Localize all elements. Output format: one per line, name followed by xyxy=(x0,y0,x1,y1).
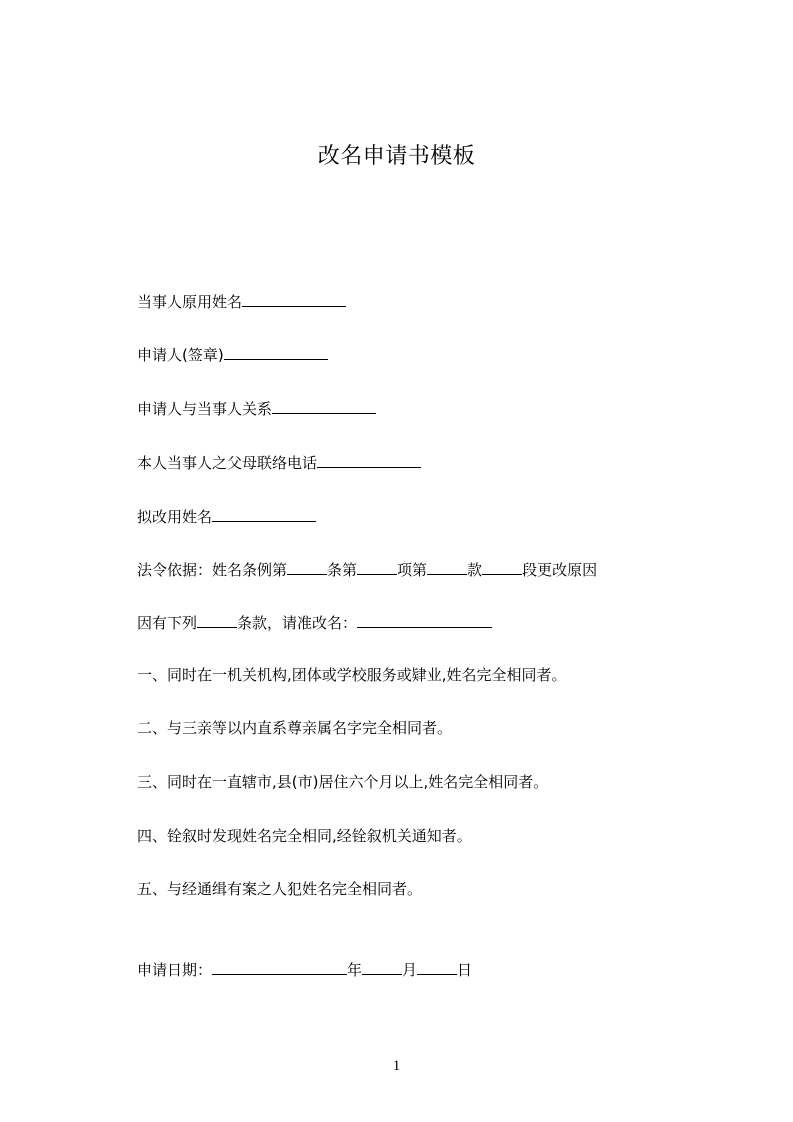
original-name-label: 当事人原用姓名 xyxy=(137,293,243,311)
legal-basis-prefix: 法令依据：姓名条例第 xyxy=(137,561,288,579)
phone-blank xyxy=(317,452,421,468)
legal-basis-suffix: 段更改原因 xyxy=(522,561,598,579)
relationship-label: 申请人与当事人关系 xyxy=(137,400,273,418)
date-line xyxy=(137,959,472,980)
item-blank xyxy=(357,559,397,575)
date-blank xyxy=(212,959,347,975)
phone-line xyxy=(137,452,421,473)
applicant-line xyxy=(137,344,328,365)
reason-blank xyxy=(357,612,492,628)
reason-line xyxy=(137,612,492,633)
legal-basis-line xyxy=(137,559,597,580)
reason-prefix: 因有下列 xyxy=(137,614,198,632)
phone-label: 本人当事人之父母联络电话 xyxy=(137,454,318,472)
original-name-blank xyxy=(242,291,346,307)
reason-count-blank xyxy=(197,612,237,628)
new-name-blank xyxy=(212,506,316,522)
clause-2: 二、与三亲等以内直系尊亲属名字完全相同者。 xyxy=(137,719,453,737)
relationship-blank xyxy=(272,398,376,414)
section-blank xyxy=(482,559,522,575)
clause-4: 四、铨叙时发现姓名完全相同,经铨叙机关通知者。 xyxy=(137,827,472,845)
new-name-line xyxy=(137,506,316,527)
clause-3: 三、同时在一直辖市,县(市)居住六个月以上,姓名完全相同者。 xyxy=(137,773,549,791)
page-number: 1 xyxy=(392,1058,401,1074)
month-blank xyxy=(362,959,402,975)
clause-1: 一、同时在一机关机构,团体或学校服务或肄业,姓名完全相同者。 xyxy=(137,666,567,684)
legal-basis-part-1: 条第 xyxy=(327,561,358,579)
day-label: 日 xyxy=(457,961,473,979)
clause-5: 五、与经通缉有案之人犯姓名完全相同者。 xyxy=(137,880,423,898)
reason-middle: 条款，请准改名： xyxy=(237,614,358,632)
clause-blank xyxy=(427,559,467,575)
applicant-label: 申请人(签章) xyxy=(137,346,224,364)
original-name-line xyxy=(137,291,346,312)
day-blank xyxy=(417,959,457,975)
legal-basis-part-2: 项第 xyxy=(397,561,428,579)
new-name-label: 拟改用姓名 xyxy=(137,508,213,526)
document-title: 改名申请书模板 xyxy=(317,144,476,169)
month-label: 月 xyxy=(402,961,418,979)
date-label: 申请日期： xyxy=(137,961,213,979)
article-blank xyxy=(287,559,327,575)
relationship-line xyxy=(137,398,376,419)
year-label: 年 xyxy=(347,961,363,979)
applicant-blank xyxy=(224,344,328,360)
legal-basis-part-3: 款 xyxy=(467,561,483,579)
